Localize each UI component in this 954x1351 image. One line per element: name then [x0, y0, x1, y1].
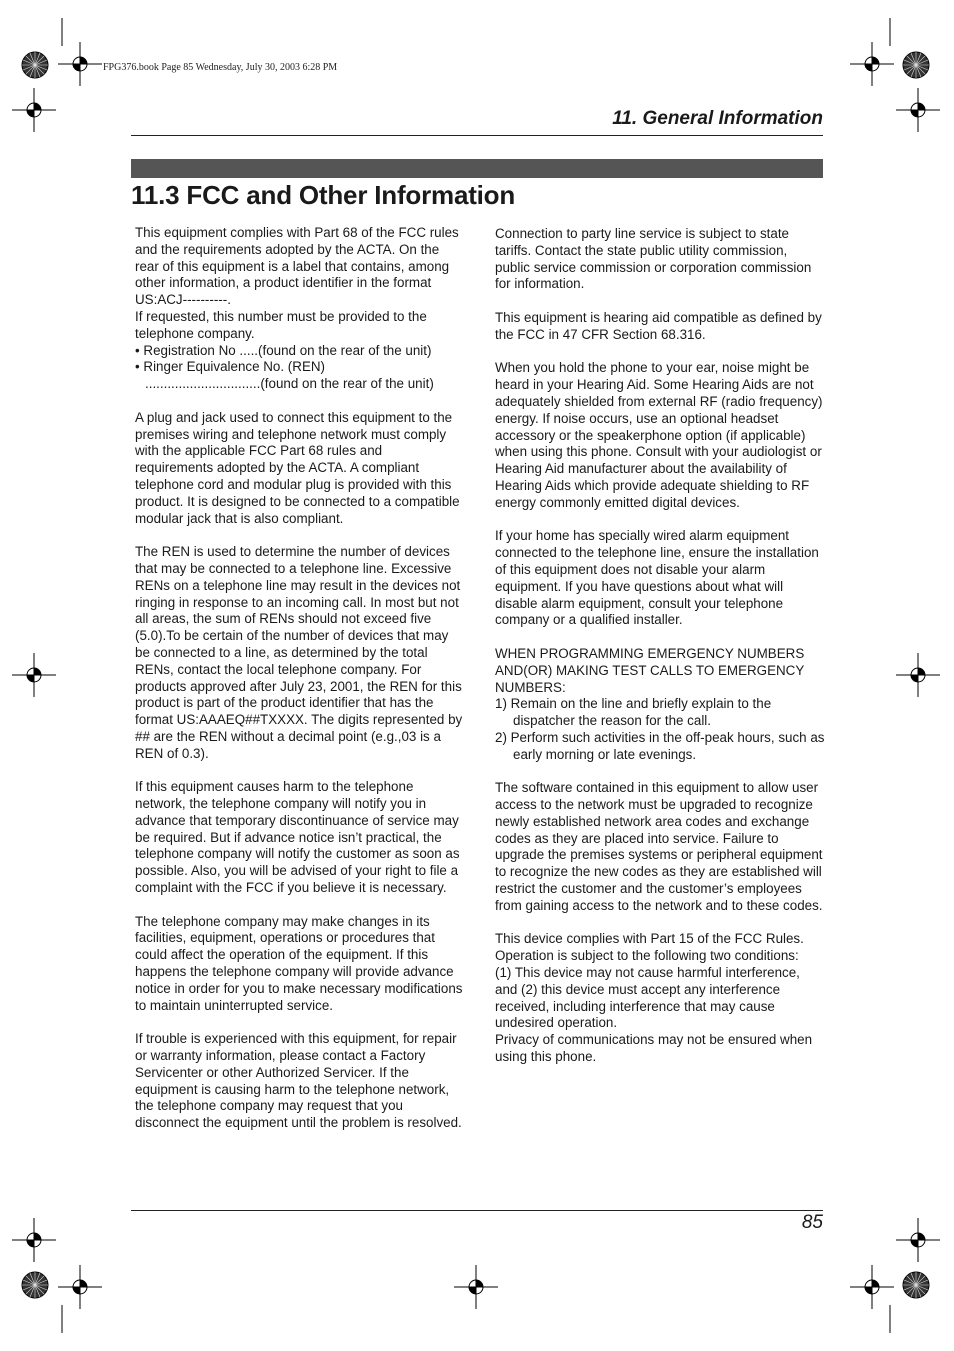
paragraph: If trouble is experienced with this equipment, for repair or warranty information, please contact a Factory Servicenter or other Authorized Servicer. If the equipment is causing harm to the telephone network, the telephone company may request that you disconnect the equipment until the problem is resolved.: [135, 1031, 462, 1131]
paragraph-gap: [495, 764, 825, 781]
paragraph: ...............................(found on the rear of the unit): [145, 376, 434, 392]
section-header: 11. General Information: [612, 108, 823, 129]
paragraph-gap: [135, 1014, 463, 1031]
paragraph-gap: [495, 512, 825, 529]
paragraph: WHEN PROGRAMMING EMERGENCY NUMBERS AND(OR) MAKING TEST CALLS TO EMERGENCY NUMBERS:: [495, 645, 805, 695]
paragraph: (1) This device may not cause harmful interference, and (2) this device must accept any interference received, including interference that may cause undesired operation.: [495, 965, 800, 1031]
paragraph: The telephone company may make changes in its facilities, equipment, operations or procedures that could affect the operation of the equipment. If this happens the telephone company will provide advance notice in order for you to make necessary modifications to maintain uninterrupted service.: [135, 913, 463, 1013]
page-number: 85: [801, 1212, 823, 1233]
paragraph: Privacy of communications may not be ensured when using this phone.: [495, 1032, 813, 1065]
paragraph: The software contained in this equipment to allow user access to the network must be upgraded to recognize newly established network area codes and exchange codes as they are placed into service. Failure to upgrade the premises systems or peripheral equipment to recognize the new codes as they are established will restrict the customer and the customer’s employees from gaining access to the network and to these codes.: [495, 780, 823, 913]
header-rule: [131, 135, 823, 136]
paragraph-gap: [135, 393, 463, 410]
paragraph: • Registration No .....(found on the rear of the unit): [135, 342, 432, 358]
paragraph-gap: [495, 293, 825, 310]
paragraph: This equipment complies with Part 68 of the FCC rules and the requirements adopted by the ACTA. On the rear of this equipment is a label that contains, among other information, a product identifier in the format US:ACJ----------.: [135, 225, 459, 308]
paragraph: If requested, this number must be provided to the telephone company.: [135, 308, 427, 341]
paragraph-gap: [135, 897, 463, 914]
paragraph-gap: [135, 763, 463, 780]
right-column: [495, 226, 825, 1066]
paragraph: If your home has specially wired alarm equipment connected to the telephone line, ensure the installation of this equipment does not disable your alarm equipment. If you have questions about what will disable alarm equipment, consult your telephone company or a qualified installer.: [495, 528, 819, 628]
footer-rule: [131, 1210, 823, 1211]
left-column: [135, 225, 463, 1132]
paragraph: If this equipment causes harm to the telephone network, the telephone company will notify you in advance that temporary discontinuance of service may be required. But if advance notice isn’t practical, the telephone company will notify the customer as soon as possible. Also, you will be advised of your right to file a complaint with the FCC if you believe it is necessary.: [135, 779, 460, 896]
paragraph-gap: [495, 344, 825, 361]
page-title: 11.3 FCC and Other Information: [131, 180, 516, 210]
paragraph: This equipment is hearing aid compatible as defined by the FCC in 47 CFR Section 68.316.: [495, 309, 822, 342]
paragraph: 2) Perform such activities in the off-peak hours, such as early morning or late evenings.: [495, 729, 825, 762]
book-slug: FPG376.book Page 85 Wednesday, July 30, 2003 6:28 PM: [103, 62, 338, 73]
paragraph-gap: [495, 915, 825, 932]
paragraph: • Ringer Equivalence No. (REN): [135, 359, 325, 375]
paragraph-gap: [495, 629, 825, 646]
paragraph: 1) Remain on the line and briefly explain to the dispatcher the reason for the call.: [495, 696, 772, 729]
paragraph: Connection to party line service is subject to state tariffs. Contact the state public utility commission, public service commission or corporation commission for information.: [495, 226, 812, 292]
title-bar: [131, 159, 823, 178]
paragraph: A plug and jack used to connect this equipment to the premises wiring and telephone network must comply with the applicable FCC Part 68 rules and requirements adopted by the ACTA. A compliant telephone cord and modular plug is provided with this product. It is designed to be connected to a compatible modular jack that is also compliant.: [135, 409, 460, 526]
paragraph-gap: [135, 527, 463, 544]
paragraph: When you hold the phone to your ear, noise might be heard in your Hearing Aid. Some Hearing Aids are not adequately shielded from external RF (radio frequency) energy. If noise occurs, use an optional headset accessory or the speakerphone option (if applicable) when using this phone. Consult with your audiologist or Hearing Aid manufacturer about the availability of Hearing Aids which provide adequate shielding to RF energy commonly emitted digital devices.: [495, 360, 823, 510]
paragraph: The REN is used to determine the number of devices that may be connected to a telephone line. Excessive RENs on a telephone line may result in the devices not ringing in response to an incoming call. In most but not all areas, the sum of RENs should not exceed five (5.0).To be certain of the number of devices that may be connected to a line, as determined by the total RENs, contact the local telephone company. For products approved after July 23, 2001, the REN for this product is part of the product identifier that has the format US:AAAEQ##TXXXX. The digits represented by ## are the REN without a decimal point (e.g.,03 is a REN of 0.3).: [135, 544, 463, 761]
paragraph: This device complies with Part 15 of the FCC Rules. Operation is subject to the following two conditions:: [495, 931, 804, 964]
